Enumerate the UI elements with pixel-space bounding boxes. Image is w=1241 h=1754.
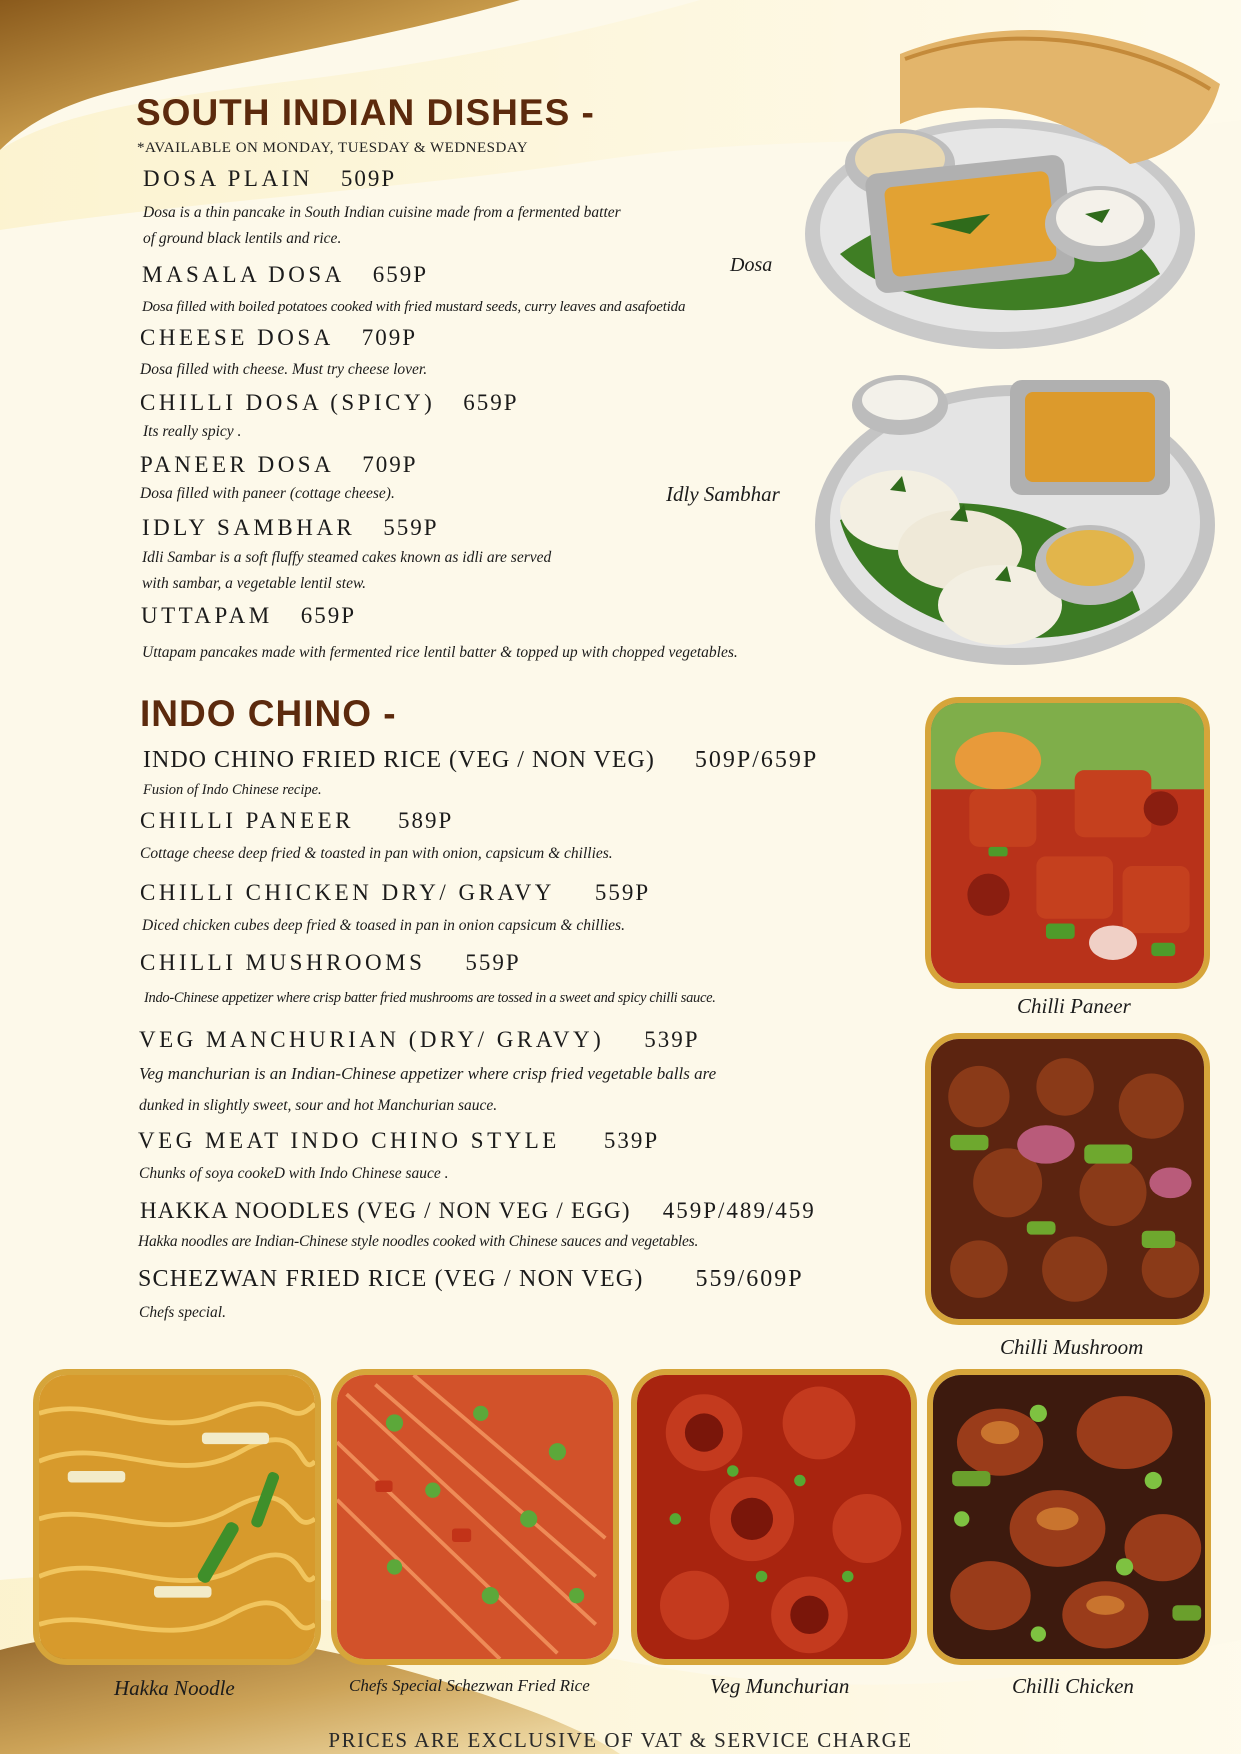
menu-item: UTTAPAM 659P [141, 603, 357, 628]
item-description: Chunks of soya cookeD with Indo Chinese sauce . [139, 1165, 449, 1182]
item-price: 509P [340, 166, 397, 191]
item-price: 659P [463, 390, 519, 415]
menu-item: SCHEZWAN FRIED RICE (VEG / NON VEG) 559/609P [138, 1266, 804, 1292]
menu-item: PANEER DOSA 709P [140, 452, 418, 477]
item-description: Diced chicken cubes deep fried & toased in pan in onion capsicum & chillies. [142, 917, 625, 934]
caption-chilli-chicken: Chilli Chicken [1012, 1674, 1134, 1698]
item-description: Dosa is a thin pancake in South Indian cuisine made from a fermented batter of ground black lentils and rice. [143, 204, 621, 247]
indo-chino-title: INDO CHINO - [140, 693, 397, 734]
item-description: Dosa filled with paneer (cottage cheese). [140, 485, 395, 502]
idly-sambhar-image [810, 370, 1220, 670]
caption-schezwan: Chefs Special Schezwan Fried Rice [349, 1676, 590, 1695]
menu-item: CHEESE DOSA 709P [140, 325, 418, 350]
hakka-noodle-image [33, 1369, 321, 1665]
item-price: 539P [644, 1027, 700, 1052]
veg-manchurian-image [631, 1369, 917, 1665]
footer-note: PRICES ARE EXCLUSIVE OF VAT & SERVICE CHARGE [328, 1728, 913, 1752]
item-price: 659P [372, 262, 429, 287]
menu-item: CHILLI PANEER 589P [140, 808, 454, 833]
availability-note: *AVAILABLE ON MONDAY, TUESDAY & WEDNESDAY [137, 140, 529, 156]
caption-chilli-mushroom: Chilli Mushroom [1000, 1335, 1144, 1359]
item-price: 559/609P [695, 1266, 804, 1292]
menu-item: VEG MANCHURIAN (DRY/ GRAVY) 539P [139, 1027, 700, 1052]
item-description: Veg manchurian is an Indian-Chinese appetizer where crisp fried vegetable balls are dunked in slightly sweet, sour and hot Manchurian sauce. [139, 1064, 717, 1114]
item-price: 559P [383, 515, 439, 540]
chilli-chicken-image [927, 1369, 1211, 1665]
dosa-plate-image [800, 14, 1230, 354]
item-description: Idli Sambar is a soft fluffy steamed cakes known as idli are served with sambar, a vegetable lentil stew. [142, 549, 552, 592]
menu-item: IDLY SAMBHAR 559P [142, 515, 439, 540]
item-price: 709P [361, 325, 418, 350]
caption-idly-sambhar: Idly Sambhar [666, 482, 780, 506]
menu-item: INDO CHINO FRIED RICE (VEG / NON VEG) 509P/659P [143, 747, 819, 773]
item-description: Dosa filled with cheese. Must try cheese lover. [140, 361, 428, 378]
chilli-paneer-image [925, 697, 1210, 989]
item-price: 559P [594, 880, 651, 905]
item-description: Dosa filled with boiled potatoes cooked with fried mustard seeds, curry leaves and asafoetida [142, 299, 686, 315]
item-description: Its really spicy . [143, 423, 242, 440]
south-indian-title: SOUTH INDIAN DISHES - [136, 92, 595, 133]
caption-dosa: Dosa [730, 254, 773, 276]
item-price: 459P/489/459 [662, 1198, 816, 1223]
menu-item: MASALA DOSA 659P [142, 262, 429, 287]
chilli-mushroom-image [925, 1033, 1210, 1325]
item-description: Chefs special. [139, 1304, 226, 1321]
item-description: Indo-Chinese appetizer where crisp batter fried mushrooms are tossed in a sweet and spicy chilli sauce. [144, 990, 716, 1006]
item-description: Cottage cheese deep fried & toasted in pan with onion, capsicum & chillies. [140, 845, 613, 862]
menu-item: DOSA PLAIN 509P [143, 166, 397, 191]
caption-hakka-noodle: Hakka Noodle [114, 1676, 235, 1700]
item-price: 539P [603, 1128, 660, 1153]
menu-item: CHILLI CHICKEN DRY/ GRAVY 559P [140, 880, 651, 905]
item-price: 559P [465, 950, 521, 975]
schezwan-fried-rice-image [331, 1369, 619, 1665]
caption-veg-manchurian: Veg Munchurian [710, 1674, 850, 1698]
menu-item: VEG MEAT INDO CHINO STYLE 539P [138, 1128, 660, 1153]
menu-item: CHILLI MUSHROOMS 559P [140, 950, 521, 975]
caption-chilli-paneer: Chilli Paneer [1017, 994, 1131, 1018]
item-price: 589P [397, 808, 454, 833]
item-price: 509P/659P [694, 747, 819, 773]
item-price: 659P [300, 603, 357, 628]
menu-item: CHILLI DOSA (SPICY) 659P [140, 390, 519, 415]
menu-item: HAKKA NOODLES (VEG / NON VEG / EGG) 459P/489/459 [140, 1198, 816, 1223]
item-description: Uttapam pancakes made with fermented rice lentil batter & topped up with chopped vegetables. [142, 644, 738, 661]
item-description: Fusion of Indo Chinese recipe. [143, 782, 322, 798]
item-price: 709P [362, 452, 418, 477]
item-description: Hakka noodles are Indian-Chinese style noodles cooked with Chinese sauces and vegetables. [138, 1233, 699, 1250]
